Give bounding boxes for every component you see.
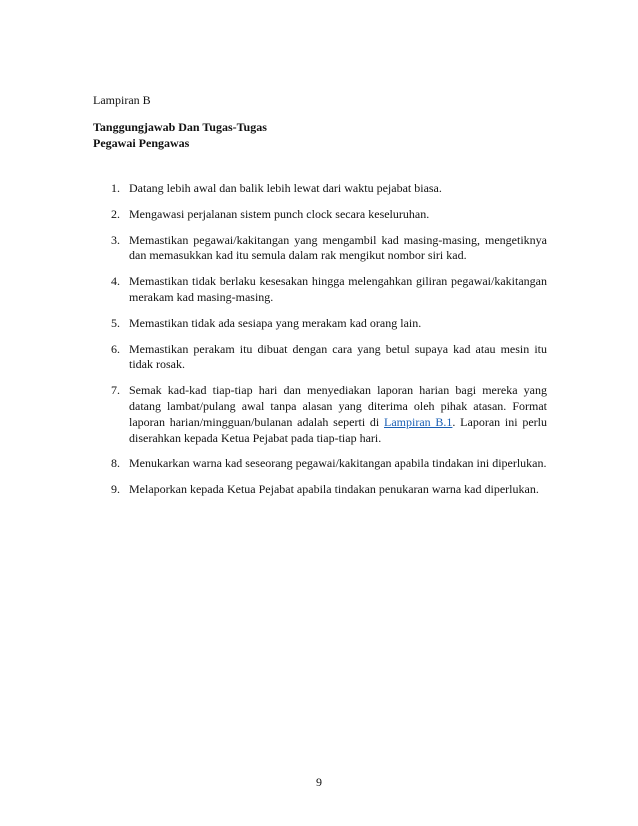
item-number: 2. [111,206,120,221]
item-text: Datang lebih awal dan balik lebih lewat dari waktu pejabat biasa. [129,181,442,195]
list-item [111,316,547,332]
item-text: Memastikan tidak ada sesiapa yang merakam kad orang lain. [129,315,422,330]
document-title [93,120,267,151]
lampiran-b1-link[interactable]: Lampiran B.1 [384,414,453,429]
item-text: Menukarkan warna kad seseorang pegawai/kakitangan apabila tindakan ini diperlukan. [129,456,547,471]
list-item [111,342,547,374]
list-item [111,181,547,197]
item-number: 5. [111,315,120,330]
item-number: 1. [111,181,120,195]
item-number: 6. [111,341,120,356]
list-item [111,274,547,306]
page-number: 9 [316,775,322,789]
item-number: 9. [111,482,120,497]
item-number: 8. [111,456,120,471]
item-number: 7. [111,383,120,398]
section-label: Lampiran B [93,93,151,107]
item-text: Memastikan pegawai/kakitangan yang mengambil kad masing-masing, mengetiknya dan memasukkan kad itu semula dalam rak mengikut nombor siri kad. [129,232,547,263]
list-item [111,383,547,446]
list-item [111,482,547,498]
item-text: Melaporkan kepada Ketua Pejabat apabila tindakan penukaran warna kad diperlukan. [129,482,539,497]
item-text: Memastikan perakam itu dibuat dengan cara yang betul supaya kad atau mesin itu tidak rosak. [129,341,547,372]
item-text-before-link: Semak kad-kad tiap-tiap hari dan menyediakan laporan harian bagi mereka yang datang lambat/pulang awal tanpa alasan yang diterima oleh pihak atasan. Format laporan harian/mingguan/bulanan adalah seperti di [129,383,547,429]
list-item [111,456,547,472]
title-line-2: Pegawai Pengawas [93,135,190,150]
item-text: Memastikan tidak berlaku kesesakan hingga melengahkan giliran pegawai/kakitangan merakam kad masing-masing. [129,274,547,304]
item-text: Mengawasi perjalanan sistem punch clock secara keseluruhan. [129,206,430,221]
item-number: 3. [111,232,120,247]
duties-list [111,181,547,508]
list-item [111,233,547,265]
item-text-after-link: . Laporan ini perlu diserahkan kepada Ketua Pejabat pada tiap-tiap hari. [129,414,547,445]
title-line-1: Tanggungjawab Dan Tugas-Tugas [93,120,267,134]
item-number: 4. [111,274,120,289]
list-item [111,207,547,223]
